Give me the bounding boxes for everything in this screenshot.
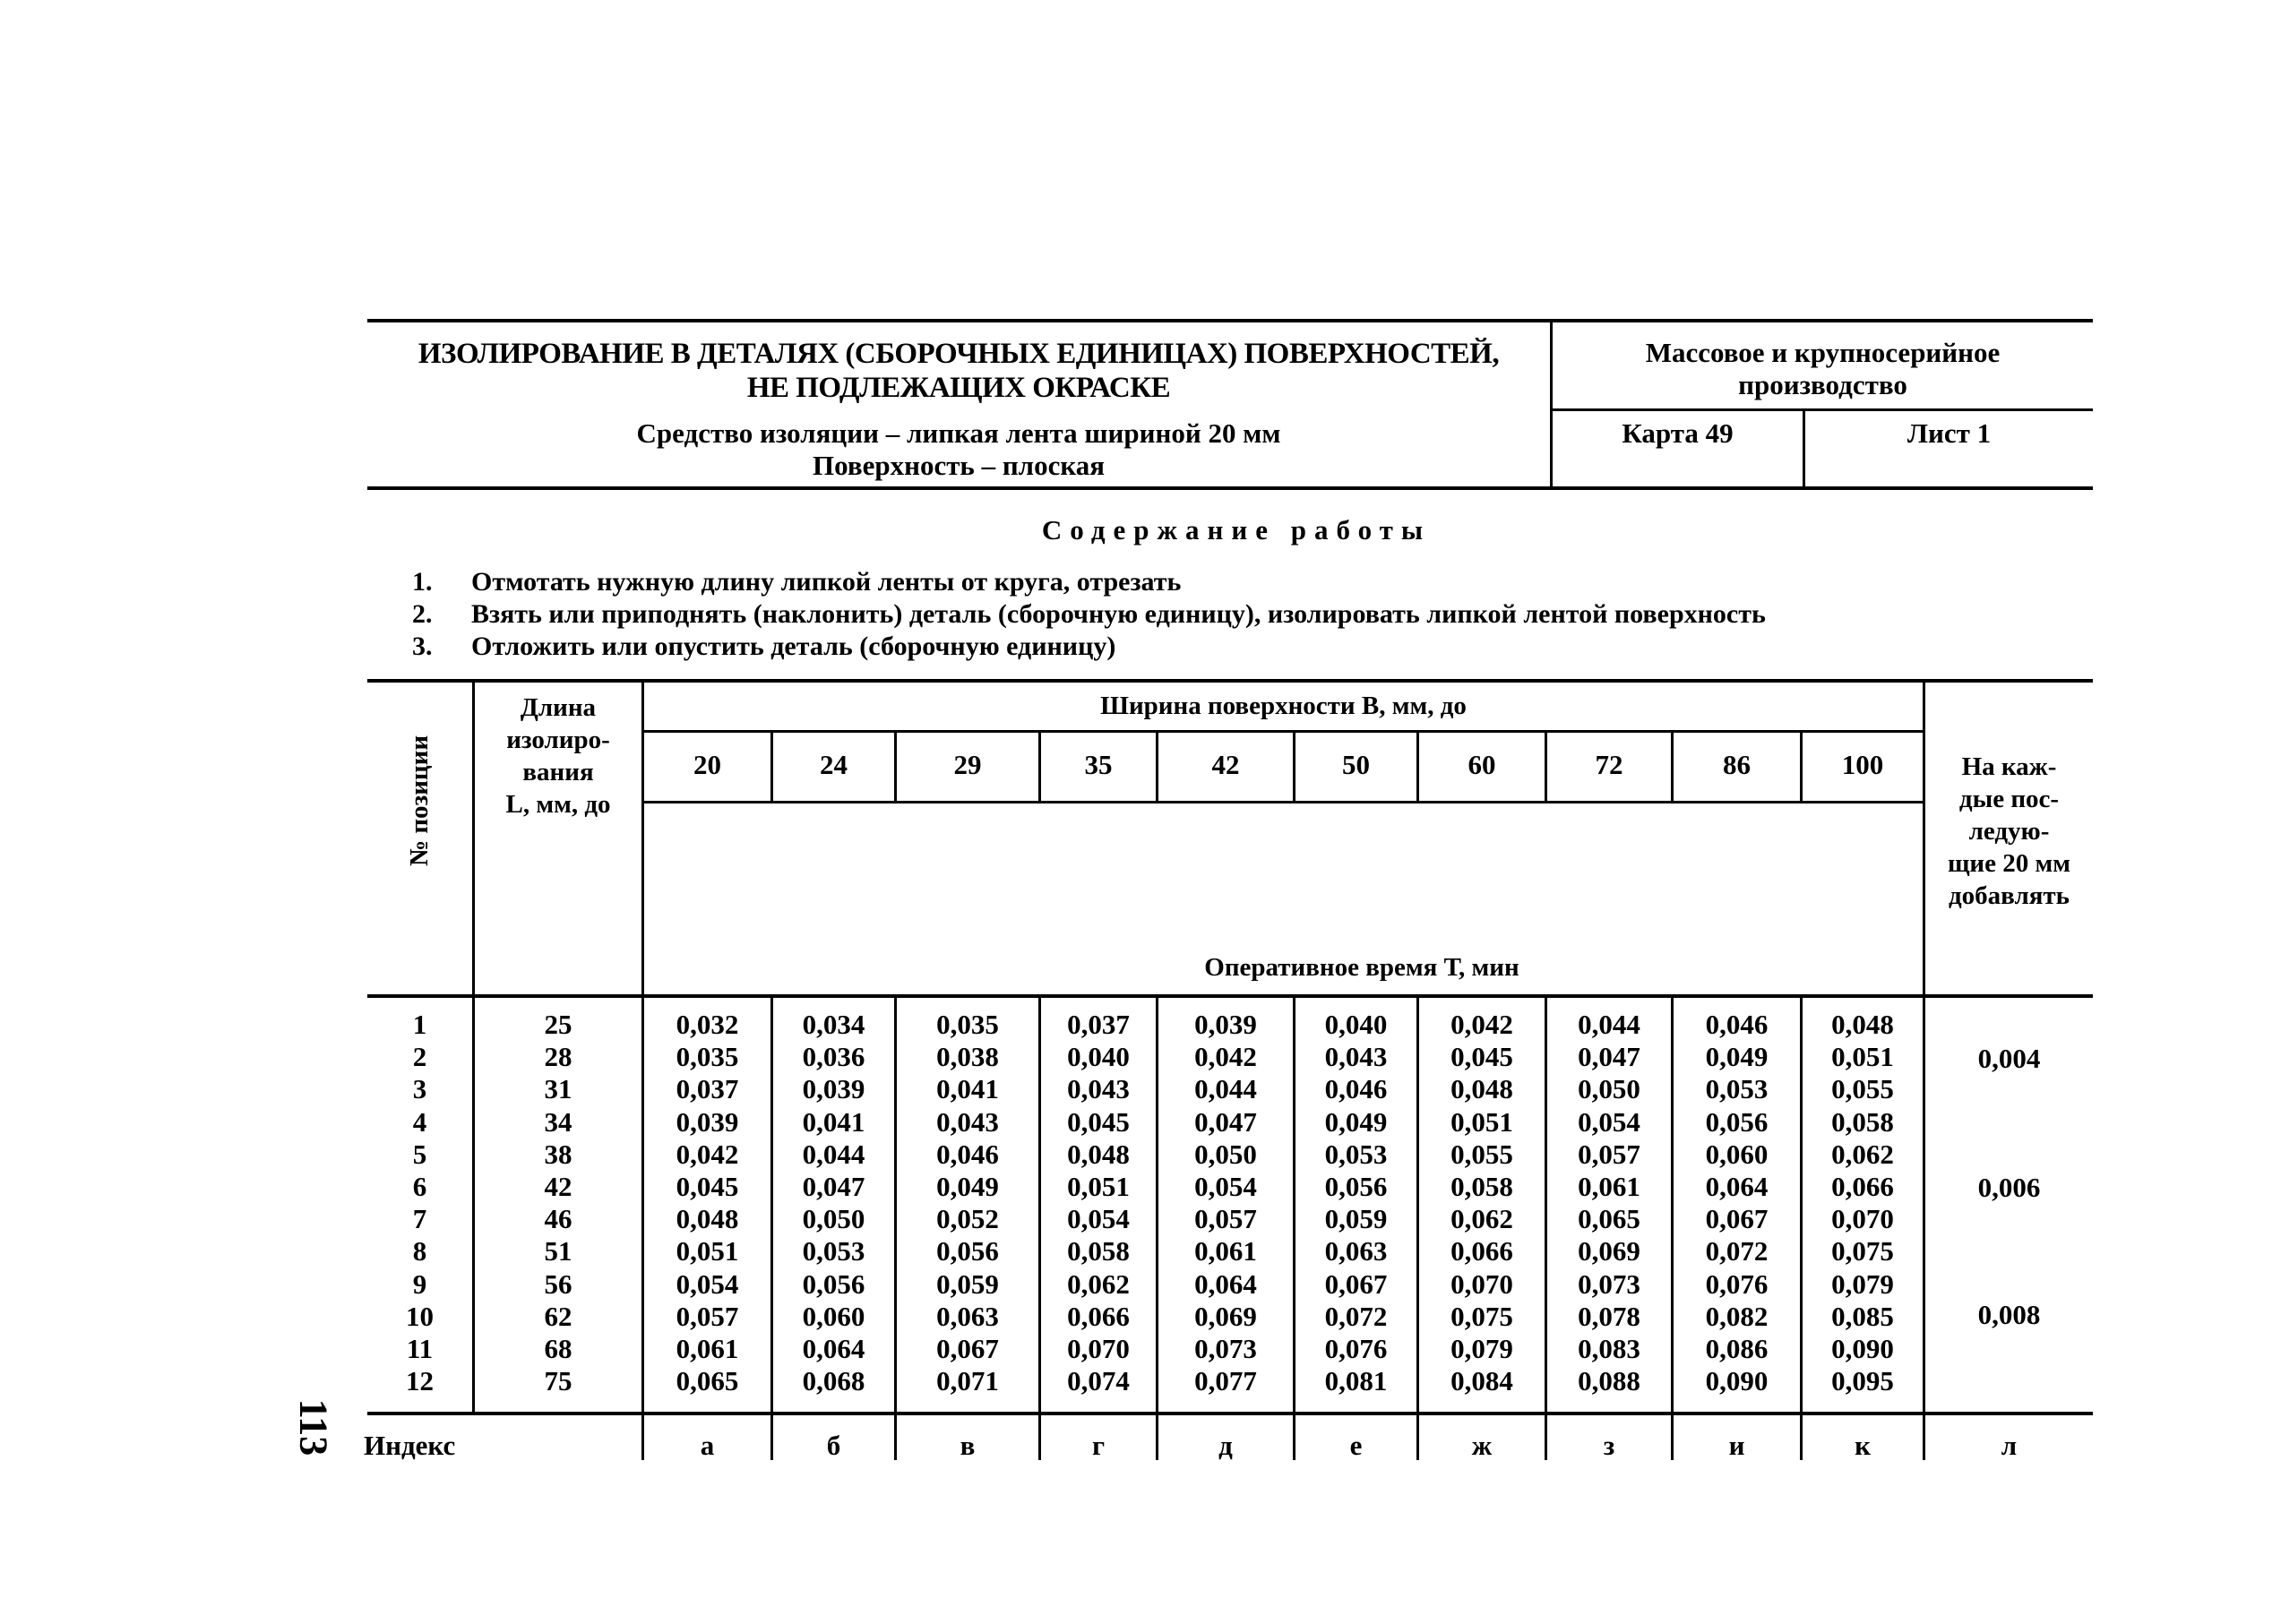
time-cell: 0,057 bbox=[676, 1300, 739, 1332]
length-header-line3: вания bbox=[522, 758, 594, 786]
sheet-number: Лист 1 bbox=[1907, 417, 1992, 449]
time-cell: 0,079 bbox=[1831, 1267, 1894, 1300]
time-cell: 0,068 bbox=[802, 1365, 865, 1397]
time-cell: 0,086 bbox=[1705, 1333, 1769, 1364]
width-cell-86: 86 bbox=[1723, 749, 1751, 780]
position-cell: 9 bbox=[412, 1267, 427, 1300]
production-line1: Массовое и крупносерийное bbox=[1645, 337, 2001, 368]
width-cell-24: 24 bbox=[820, 749, 848, 780]
time-cell: 0,046 bbox=[936, 1138, 999, 1170]
position-cell: 10 bbox=[406, 1300, 434, 1332]
length-cell: 28 bbox=[544, 1041, 572, 1073]
length-cell: 51 bbox=[544, 1235, 572, 1267]
time-cell: 0,064 bbox=[1194, 1267, 1257, 1300]
means-line: Средство изоляции – липкая лента шириной 20 мм bbox=[636, 417, 1281, 449]
widths-row-rule bbox=[643, 801, 1923, 803]
time-cell: 0,071 bbox=[936, 1365, 999, 1397]
extra-value-2: 0,006 bbox=[1977, 1172, 2041, 1203]
time-cell: 0,095 bbox=[1831, 1365, 1894, 1397]
width-cell-29: 29 bbox=[953, 749, 982, 780]
time-cell: 0,060 bbox=[802, 1300, 865, 1332]
time-cell: 0,076 bbox=[1324, 1333, 1388, 1364]
time-cell: 0,054 bbox=[1578, 1105, 1640, 1138]
header-right-mid-rule bbox=[1550, 408, 2093, 411]
time-cell: 0,064 bbox=[1705, 1171, 1769, 1202]
width-cell-60: 60 bbox=[1468, 749, 1496, 780]
width-cell-35: 35 bbox=[1084, 749, 1113, 780]
width-cell-50: 50 bbox=[1342, 749, 1370, 780]
time-cell: 0,042 bbox=[1450, 1009, 1513, 1040]
width-header: Ширина поверхности В, мм, до bbox=[1100, 692, 1467, 720]
production-type bbox=[1553, 337, 2093, 401]
time-cell: 0,076 bbox=[1705, 1267, 1769, 1300]
position-cell: 8 bbox=[412, 1235, 427, 1267]
time-cell: 0,055 bbox=[1831, 1073, 1894, 1105]
time-cell: 0,048 bbox=[676, 1203, 739, 1235]
time-cell: 0,061 bbox=[1194, 1235, 1257, 1267]
length-cell: 46 bbox=[544, 1203, 572, 1235]
time-cell: 0,051 bbox=[676, 1235, 739, 1267]
time-cell: 0,043 bbox=[1324, 1041, 1388, 1073]
time-cell: 0,061 bbox=[676, 1333, 739, 1364]
time-cell: 0,056 bbox=[802, 1267, 865, 1300]
time-cell: 0,061 bbox=[1578, 1171, 1640, 1202]
time-cell: 0,065 bbox=[676, 1365, 739, 1397]
length-cell: 75 bbox=[544, 1365, 572, 1397]
time-cell: 0,037 bbox=[1067, 1009, 1130, 1040]
length-header-line4: L, мм, до bbox=[505, 790, 611, 819]
time-cell: 0,034 bbox=[802, 1009, 865, 1040]
time-cell: 0,037 bbox=[676, 1073, 739, 1105]
time-cell: 0,059 bbox=[1324, 1203, 1388, 1235]
time-cell: 0,039 bbox=[1194, 1009, 1257, 1040]
extra-header bbox=[1925, 751, 2093, 912]
time-cell: 0,066 bbox=[1831, 1171, 1894, 1202]
extra-value-3: 0,008 bbox=[1977, 1299, 2041, 1330]
position-cell: 11 bbox=[406, 1333, 434, 1364]
time-cell: 0,062 bbox=[1831, 1138, 1894, 1170]
index-cell-9: и bbox=[1728, 1430, 1745, 1461]
time-cell: 0,054 bbox=[1194, 1171, 1257, 1202]
time-cell: 0,048 bbox=[1067, 1138, 1130, 1170]
time-cell: 0,045 bbox=[1067, 1105, 1130, 1138]
insulation-means bbox=[367, 417, 1550, 482]
time-cell: 0,039 bbox=[676, 1105, 739, 1138]
step-2 bbox=[412, 598, 1766, 631]
width-cell-100: 100 bbox=[1841, 749, 1884, 780]
time-cell: 0,044 bbox=[1578, 1009, 1640, 1040]
surface-line: Поверхность – плоская bbox=[813, 450, 1105, 481]
time-cell: 0,088 bbox=[1578, 1365, 1640, 1397]
time-cell: 0,043 bbox=[936, 1105, 999, 1138]
index-cell-2: б bbox=[826, 1430, 841, 1461]
position-header bbox=[367, 679, 472, 994]
time-cell: 0,060 bbox=[1705, 1138, 1769, 1170]
page-title-line2: НЕ ПОДЛЕЖАЩИХ ОКРАСКЕ bbox=[746, 372, 1171, 404]
time-cell: 0,046 bbox=[1324, 1073, 1388, 1105]
time-cell: 0,051 bbox=[1067, 1171, 1130, 1202]
time-cell: 0,051 bbox=[1450, 1105, 1513, 1138]
length-cell: 31 bbox=[544, 1073, 572, 1105]
time-cell: 0,048 bbox=[1831, 1009, 1894, 1040]
time-cell: 0,064 bbox=[802, 1333, 865, 1364]
step-1-text: Отмотать нужную длину липкой ленты от круга, отрезать bbox=[471, 567, 1182, 597]
time-cell: 0,041 bbox=[936, 1073, 999, 1105]
time-cell: 0,053 bbox=[802, 1235, 865, 1267]
time-cell: 0,040 bbox=[1067, 1041, 1130, 1073]
position-cell: 7 bbox=[412, 1203, 427, 1235]
time-cell: 0,084 bbox=[1450, 1365, 1513, 1397]
time-cell: 0,047 bbox=[1578, 1041, 1640, 1073]
position-cell: 12 bbox=[406, 1365, 434, 1397]
index-cell-4: г bbox=[1091, 1430, 1106, 1461]
time-cell: 0,070 bbox=[1450, 1267, 1513, 1300]
length-cell: 38 bbox=[544, 1138, 572, 1170]
time-cell: 0,073 bbox=[1578, 1267, 1640, 1300]
step-3 bbox=[412, 631, 1115, 663]
position-cell: 5 bbox=[412, 1138, 427, 1170]
position-cell: 2 bbox=[412, 1041, 427, 1073]
time-cell: 0,067 bbox=[936, 1333, 999, 1364]
time-cell: 0,049 bbox=[1705, 1041, 1769, 1073]
time-cell: 0,054 bbox=[676, 1267, 739, 1300]
length-cell: 42 bbox=[544, 1171, 572, 1202]
time-cell: 0,036 bbox=[802, 1041, 865, 1073]
time-cell: 0,047 bbox=[1194, 1105, 1257, 1138]
width-cell-42: 42 bbox=[1211, 749, 1240, 780]
step-2-text: Взять или приподнять (наклонить) деталь (сборочную единицу), изолировать липкой лентой поверхность bbox=[471, 599, 1766, 629]
index-cell-1: а bbox=[700, 1430, 715, 1461]
page-title bbox=[367, 337, 1550, 405]
table-head-bottom-rule bbox=[367, 994, 2093, 998]
page-title-line1: ИЗОЛИРОВАНИЕ В ДЕТАЛЯХ (СБОРОЧНЫХ ЕДИНИЦАХ) ПОВЕРХНОСТЕЙ, bbox=[417, 338, 1500, 370]
time-cell: 0,048 bbox=[1450, 1073, 1513, 1105]
time-cell: 0,042 bbox=[676, 1138, 739, 1170]
time-cell: 0,043 bbox=[1067, 1073, 1130, 1105]
step-3-text: Отложить или опустить деталь (сборочную единицу) bbox=[471, 632, 1116, 661]
time-cell: 0,082 bbox=[1705, 1300, 1769, 1332]
time-cell: 0,054 bbox=[1067, 1203, 1130, 1235]
time-cell: 0,066 bbox=[1067, 1300, 1130, 1332]
time-cell: 0,035 bbox=[936, 1009, 999, 1040]
time-cell: 0,062 bbox=[1067, 1267, 1130, 1300]
length-cell: 68 bbox=[544, 1333, 572, 1364]
time-cell: 0,050 bbox=[802, 1203, 865, 1235]
index-label: Индекс bbox=[364, 1430, 456, 1461]
time-cell: 0,035 bbox=[676, 1041, 739, 1073]
time-cell: 0,055 bbox=[1450, 1138, 1513, 1170]
time-cell: 0,070 bbox=[1067, 1333, 1130, 1364]
time-cell: 0,032 bbox=[676, 1009, 739, 1040]
time-cell: 0,069 bbox=[1578, 1235, 1640, 1267]
time-cell: 0,081 bbox=[1324, 1365, 1388, 1397]
index-cell-8: з bbox=[1603, 1430, 1615, 1461]
time-cell: 0,058 bbox=[1831, 1105, 1894, 1138]
table-top-rule bbox=[367, 679, 2093, 683]
time-cell: 0,057 bbox=[1578, 1138, 1640, 1170]
time-cell: 0,077 bbox=[1194, 1365, 1257, 1397]
col-rule-length bbox=[641, 679, 644, 998]
time-cell: 0,046 bbox=[1705, 1009, 1769, 1040]
length-cell: 56 bbox=[544, 1267, 572, 1300]
time-cell: 0,063 bbox=[936, 1300, 999, 1332]
time-cell: 0,059 bbox=[936, 1267, 999, 1300]
position-header-text: № позиции bbox=[405, 735, 435, 867]
page-number: 113 bbox=[291, 1398, 336, 1456]
time-cell: 0,040 bbox=[1324, 1009, 1388, 1040]
time-cell: 0,041 bbox=[802, 1105, 865, 1138]
time-cell: 0,039 bbox=[802, 1073, 865, 1105]
time-cell: 0,058 bbox=[1450, 1171, 1513, 1202]
index-cell-3: в bbox=[960, 1430, 976, 1461]
time-cell: 0,073 bbox=[1194, 1333, 1257, 1364]
time-cell: 0,063 bbox=[1324, 1235, 1388, 1267]
step-1-num: 1. bbox=[412, 567, 433, 597]
length-cell: 25 bbox=[544, 1009, 572, 1040]
time-cell: 0,070 bbox=[1831, 1203, 1894, 1235]
index-cell-7: ж bbox=[1471, 1430, 1493, 1461]
time-cell: 0,062 bbox=[1450, 1203, 1513, 1235]
time-cell: 0,085 bbox=[1831, 1300, 1894, 1332]
header-bottom-rule bbox=[367, 486, 2093, 490]
time-cell: 0,050 bbox=[1194, 1138, 1257, 1170]
time-cell: 0,090 bbox=[1705, 1365, 1769, 1397]
position-cell: 1 bbox=[412, 1009, 427, 1040]
time-cell: 0,072 bbox=[1324, 1300, 1388, 1332]
extra-header-line2: дые пос- bbox=[1958, 785, 2060, 813]
width-cell-20: 20 bbox=[693, 749, 721, 780]
card-number: Карта 49 bbox=[1622, 417, 1734, 449]
time-cell: 0,057 bbox=[1194, 1203, 1257, 1235]
extra-header-line4: щие 20 мм bbox=[1947, 849, 2071, 878]
time-cell: 0,058 bbox=[1067, 1235, 1130, 1267]
time-cell: 0,038 bbox=[936, 1041, 999, 1073]
index-cell-5: д bbox=[1218, 1430, 1233, 1461]
length-cell: 34 bbox=[544, 1105, 572, 1138]
time-cell: 0,044 bbox=[1194, 1073, 1257, 1105]
width-cell-72: 72 bbox=[1595, 749, 1623, 780]
width-header-rule bbox=[643, 730, 1923, 733]
position-cell: 6 bbox=[412, 1171, 427, 1202]
extra-value-1: 0,004 bbox=[1977, 1043, 2041, 1074]
time-cell: 0,045 bbox=[1450, 1041, 1513, 1073]
time-cell: 0,083 bbox=[1578, 1333, 1640, 1364]
time-cell: 0,053 bbox=[1324, 1138, 1388, 1170]
index-cell-10: к bbox=[1855, 1430, 1871, 1461]
time-cell: 0,047 bbox=[802, 1171, 865, 1202]
time-cell: 0,051 bbox=[1831, 1041, 1894, 1073]
time-cell: 0,042 bbox=[1194, 1041, 1257, 1073]
header-top-rule bbox=[367, 319, 2093, 322]
time-cell: 0,069 bbox=[1194, 1300, 1257, 1332]
time-cell: 0,044 bbox=[802, 1138, 865, 1170]
time-cell: 0,049 bbox=[936, 1171, 999, 1202]
time-cell: 0,090 bbox=[1831, 1333, 1894, 1364]
time-cell: 0,056 bbox=[936, 1235, 999, 1267]
time-cell: 0,050 bbox=[1578, 1073, 1640, 1105]
step-2-num: 2. bbox=[412, 599, 433, 629]
time-cell: 0,075 bbox=[1831, 1235, 1894, 1267]
time-cell: 0,079 bbox=[1450, 1333, 1513, 1364]
work-content-title: Содержание работы bbox=[1041, 514, 1432, 546]
step-1 bbox=[412, 566, 1181, 598]
index-cell-11: л bbox=[2001, 1430, 2018, 1461]
time-cell: 0,052 bbox=[936, 1203, 999, 1235]
length-header-line2: изолиро- bbox=[506, 726, 610, 754]
time-cell: 0,056 bbox=[1324, 1171, 1388, 1202]
time-cell: 0,075 bbox=[1450, 1300, 1513, 1332]
index-cell-6: е bbox=[1349, 1430, 1363, 1461]
time-cell: 0,067 bbox=[1705, 1203, 1769, 1235]
position-cell: 4 bbox=[412, 1105, 427, 1138]
length-header-line1: Длина bbox=[520, 693, 597, 722]
extra-header-line3: ледую- bbox=[1968, 817, 2050, 846]
extra-header-line5: добавлять bbox=[1949, 881, 2070, 910]
position-cell: 3 bbox=[412, 1073, 427, 1105]
time-cell: 0,072 bbox=[1705, 1235, 1769, 1267]
time-cell: 0,067 bbox=[1324, 1267, 1388, 1300]
time-cell: 0,056 bbox=[1705, 1105, 1769, 1138]
time-cell: 0,065 bbox=[1578, 1203, 1640, 1235]
length-cell: 62 bbox=[544, 1300, 572, 1332]
time-cell: 0,045 bbox=[676, 1171, 739, 1202]
production-line2: производство bbox=[1738, 369, 1907, 400]
length-header bbox=[475, 692, 641, 821]
time-cell: 0,074 bbox=[1067, 1365, 1130, 1397]
time-header: Оперативное время Т, мин bbox=[1204, 953, 1519, 982]
time-cell: 0,066 bbox=[1450, 1235, 1513, 1267]
time-cell: 0,053 bbox=[1705, 1073, 1769, 1105]
step-3-num: 3. bbox=[412, 632, 433, 661]
time-cell: 0,078 bbox=[1578, 1300, 1640, 1332]
table-body-bottom-rule bbox=[367, 1412, 2093, 1415]
extra-header-line1: На каж- bbox=[1961, 752, 2057, 781]
time-cell: 0,049 bbox=[1324, 1105, 1388, 1138]
